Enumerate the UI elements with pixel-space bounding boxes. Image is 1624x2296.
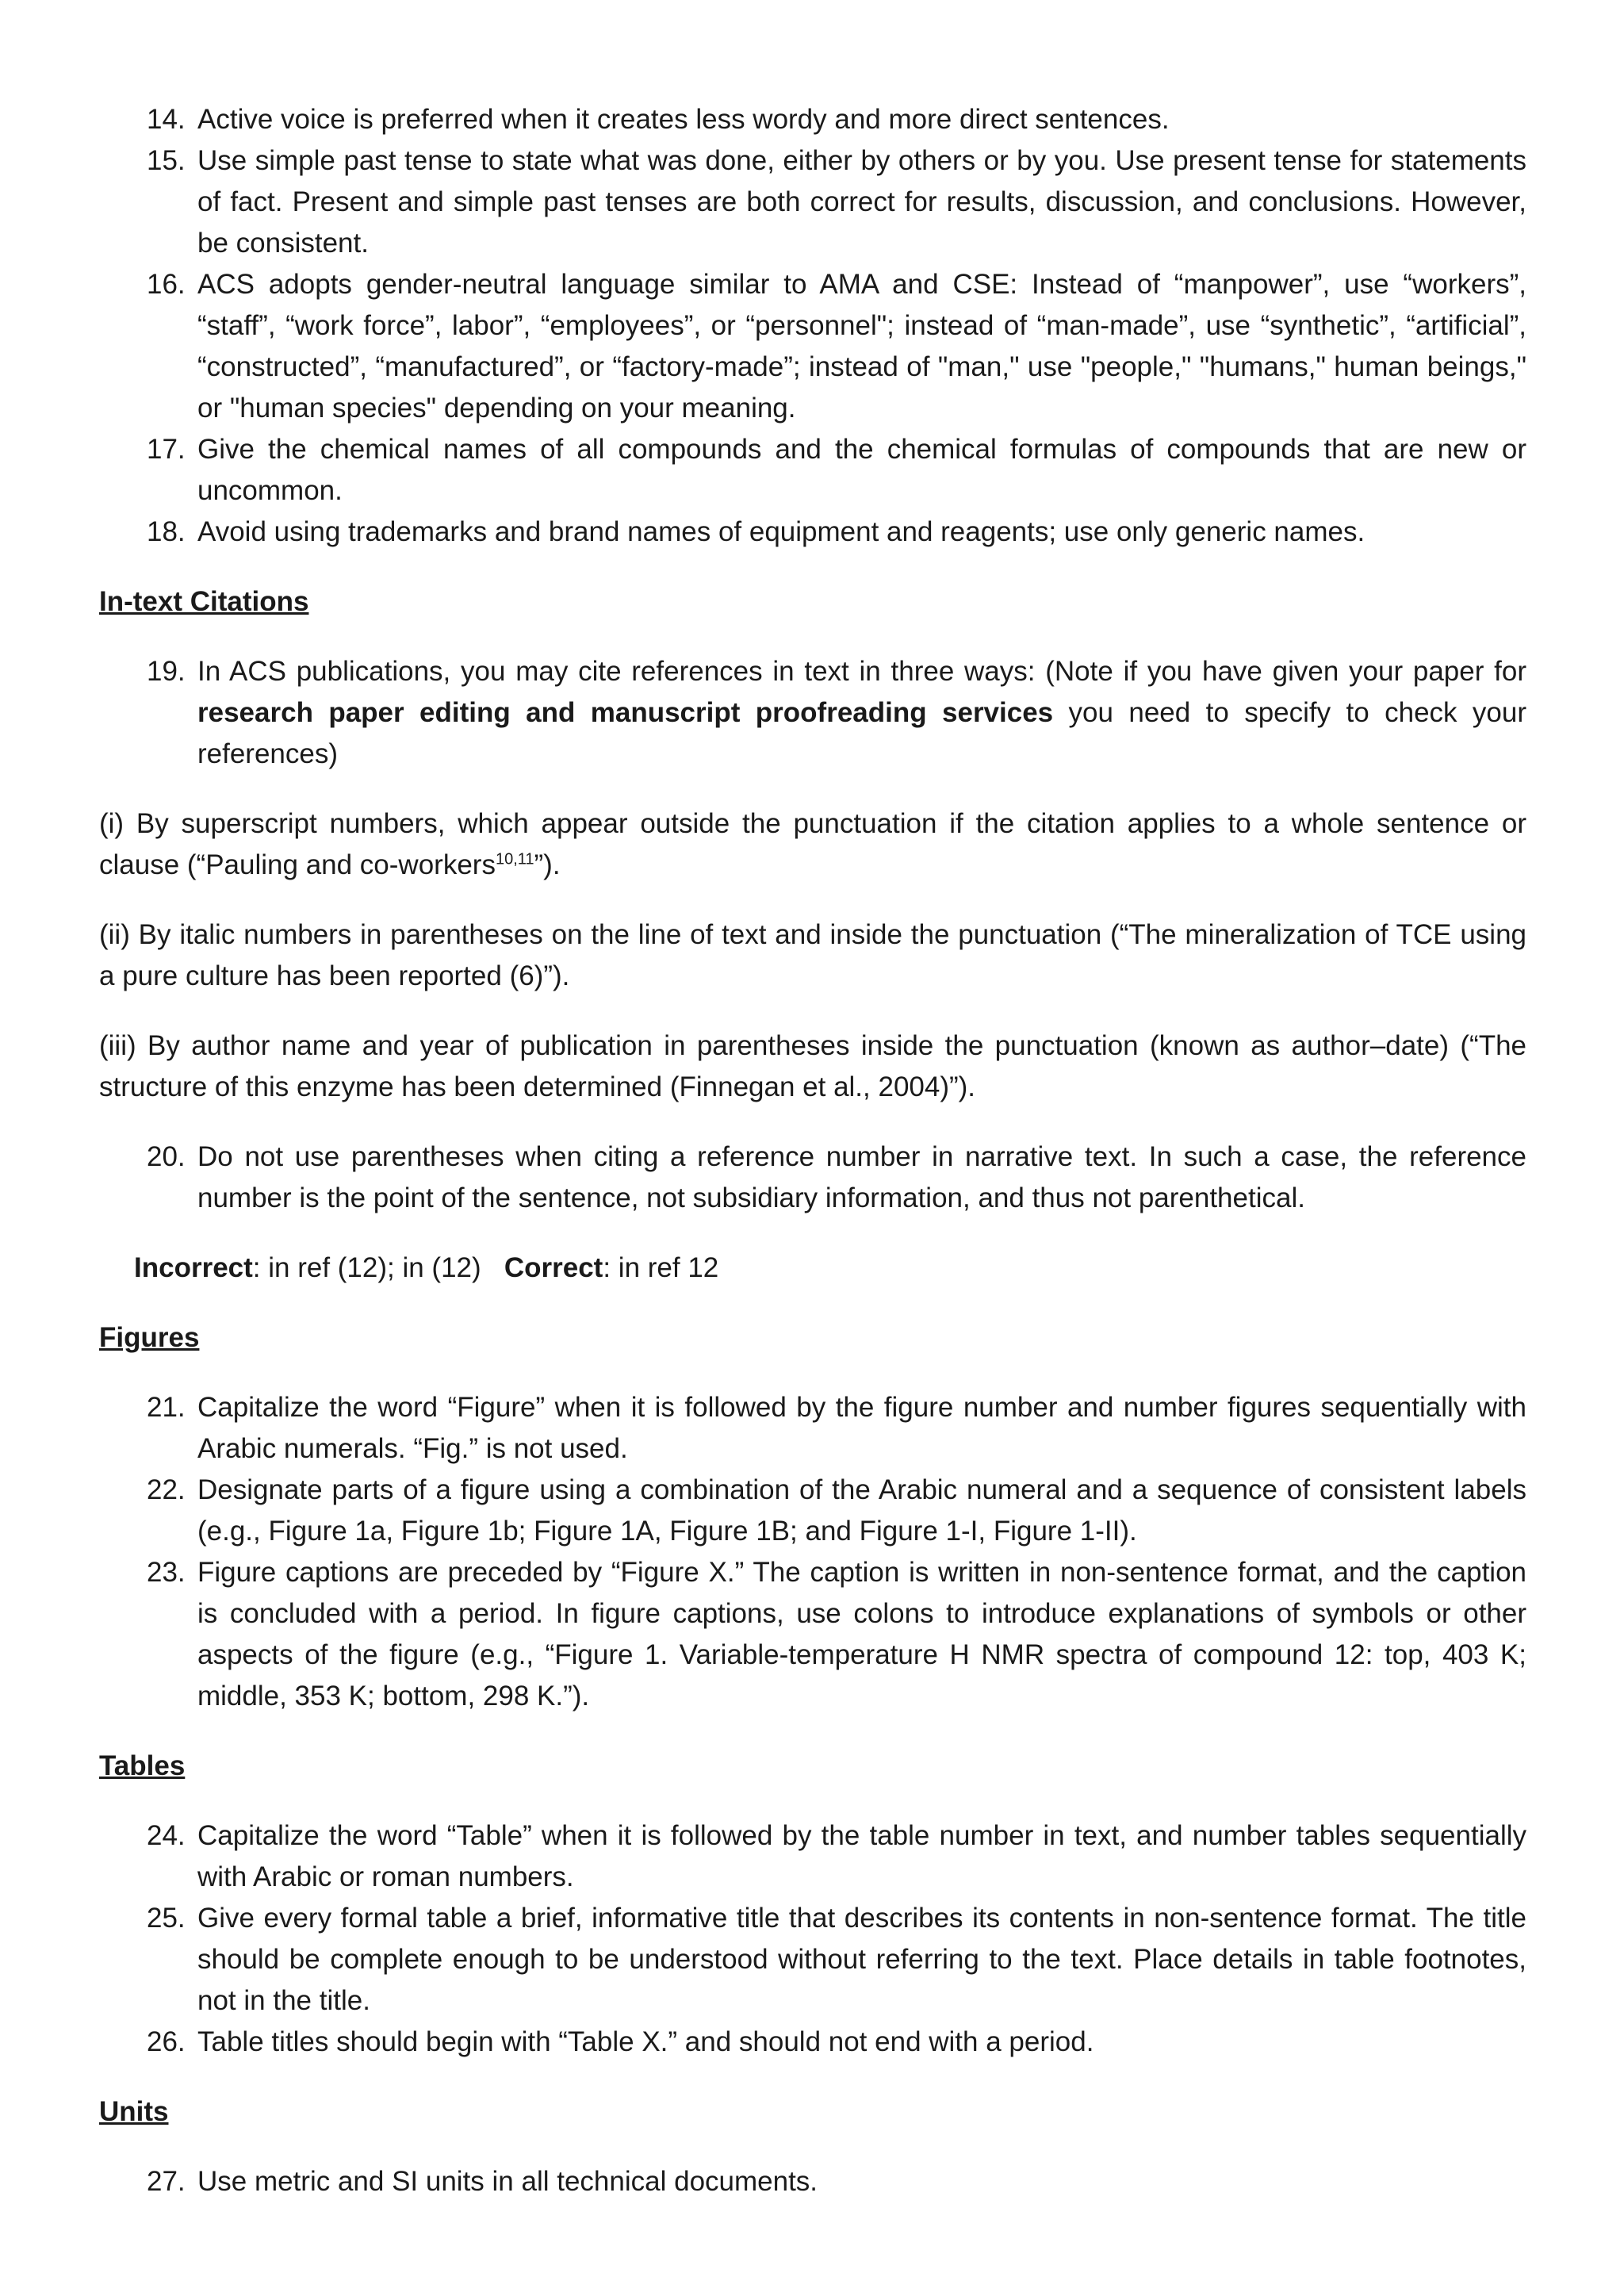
list-item (99, 512, 1526, 553)
units-list (99, 2161, 1526, 2202)
list-item (99, 1387, 1526, 1470)
item-text: Capitalize the word “Figure” when it is followed by the figure number and number figures sequentially with Arabic numerals. “Fig.” is not used. (197, 1392, 1526, 1464)
item-text: Capitalize the word “Table” when it is followed by the table number in text, and number tables sequentially with Arabic or roman numbers. (197, 1820, 1526, 1892)
section-heading-in-text-citations: In-text Citations (99, 586, 309, 617)
item-text: Avoid using trademarks and brand names of equipment and reagents; use only generic names. (197, 516, 1365, 547)
item-number: 18. (147, 516, 186, 547)
citation-method-superscript (99, 803, 1526, 886)
superscript-reference: 10,11 (495, 850, 534, 868)
figures-list (99, 1387, 1526, 1717)
correct-label: Correct (504, 1252, 603, 1283)
item-text-bold: research paper editing and manuscript proofreading services (197, 697, 1054, 728)
guideline-list-a (99, 99, 1526, 553)
item-text-before: In ACS publications, you may cite references in text in three ways: (Note if you have given your paper for (197, 656, 1526, 687)
item-number: 16. (147, 269, 186, 300)
paragraph-end: ”). (534, 849, 561, 880)
item-text: Figure captions are preceded by “Figure X.” The caption is written in non-sentence format, and the caption is concluded with a period. In figure captions, use colons to introduce explanations of symbols or other aspects of the figure (e.g., “Figure 1. Variable-temperature H NMR spectra of compound 12: top, 403 K; middle, 353 K; bottom, 298 K.”). (197, 1557, 1526, 1711)
list-item (99, 99, 1526, 140)
list-item (99, 1815, 1526, 1898)
item-number: 14. (147, 104, 186, 135)
list-item (99, 264, 1526, 429)
section-heading-figures: Figures (99, 1322, 200, 1353)
item-number: 19. (147, 656, 186, 687)
correct-text: : in ref 12 (603, 1252, 719, 1283)
section-heading-units: Units (99, 2096, 169, 2127)
item-text: ACS adopts gender-neutral language similar to AMA and CSE: Instead of “manpower”, use “workers”, “staff”, “work force”, labor”, “employees”, or “personnel"; instead of “man-made”, use “synthetic”, “artificial”, “constructed”, “manufactured”, or “factory-made”; instead of "man," use "people," "humans," human beings," or "human species" depending on your meaning. (197, 269, 1526, 424)
item-number: 22. (147, 1474, 186, 1505)
list-item (99, 429, 1526, 512)
paragraph-text: (i) By superscript numbers, which appear outside the punctuation if the citation applies to a whole sentence or clause (“Pauling and co-workers (99, 808, 1526, 880)
item-number: 21. (147, 1392, 186, 1423)
list-item (99, 1552, 1526, 1717)
incorrect-label: Incorrect (134, 1252, 253, 1283)
list-item (99, 1137, 1526, 1219)
item-text-after: you need to specify to check your references) (197, 697, 1527, 769)
item-text: Use simple past tense to state what was done, either by others or by you. Use present tense for statements of fact. Present and simple past tenses are both correct for results, discussion, and conclusions. However, be consistent. (197, 145, 1526, 259)
item-text: Do not use parentheses when citing a reference number in narrative text. In such a case, the reference number is the point of the sentence, not subsidiary information, and thus not parenthetical. (197, 1141, 1526, 1213)
item-number: 23. (147, 1557, 186, 1588)
item-text: Active voice is preferred when it creates less wordy and more direct sentences. (197, 104, 1170, 135)
item-text: Give every formal table a brief, informative title that describes its contents in non-sentence format. The title should be complete enough to be understood without referring to the text. Place details in table footnotes, not in the title. (197, 1903, 1526, 2016)
item-number: 24. (147, 1820, 186, 1851)
list-item (99, 2161, 1526, 2202)
document-page (99, 99, 1526, 2202)
item-number: 17. (147, 434, 186, 465)
item-number: 15. (147, 145, 186, 176)
item-text: Table titles should begin with “Table X.” and should not end with a period. (197, 2026, 1094, 2057)
list-item (99, 1898, 1526, 2022)
incorrect-text: : in ref (12); in (12) (252, 1252, 481, 1283)
citation-method-author-date: (iii) By author name and year of publication in parentheses inside the punctuation (known as author–date) (“The structure of this enzyme has been determined (Finnegan et al., 2004)”). (99, 1030, 1526, 1102)
item-number: 20. (147, 1141, 186, 1172)
list-item (99, 140, 1526, 264)
citation-method-italic: (ii) By italic numbers in parentheses on the line of text and inside the punctuation (“The mineralization of TCE using a pure culture has been reported (6)”). (99, 919, 1526, 991)
item-text: Use metric and SI units in all technical documents. (197, 2166, 818, 2197)
list-item (99, 1470, 1526, 1552)
section-heading-tables: Tables (99, 1750, 186, 1781)
item-number: 25. (147, 1903, 186, 1934)
tables-list (99, 1815, 1526, 2063)
list-item (99, 651, 1526, 775)
item-text: Give the chemical names of all compounds and the chemical formulas of compounds that are new or uncommon. (197, 434, 1526, 506)
item-number: 27. (147, 2166, 186, 2197)
incorrect-correct-example (99, 1248, 1526, 1289)
item-text: Designate parts of a figure using a combination of the Arabic numeral and a sequence of consistent labels (e.g., Figure 1a, Figure 1b; Figure 1A, Figure 1B; and Figure 1-I, Figure 1-II). (197, 1474, 1526, 1547)
item-number: 26. (147, 2026, 186, 2057)
list-item (99, 2022, 1526, 2063)
